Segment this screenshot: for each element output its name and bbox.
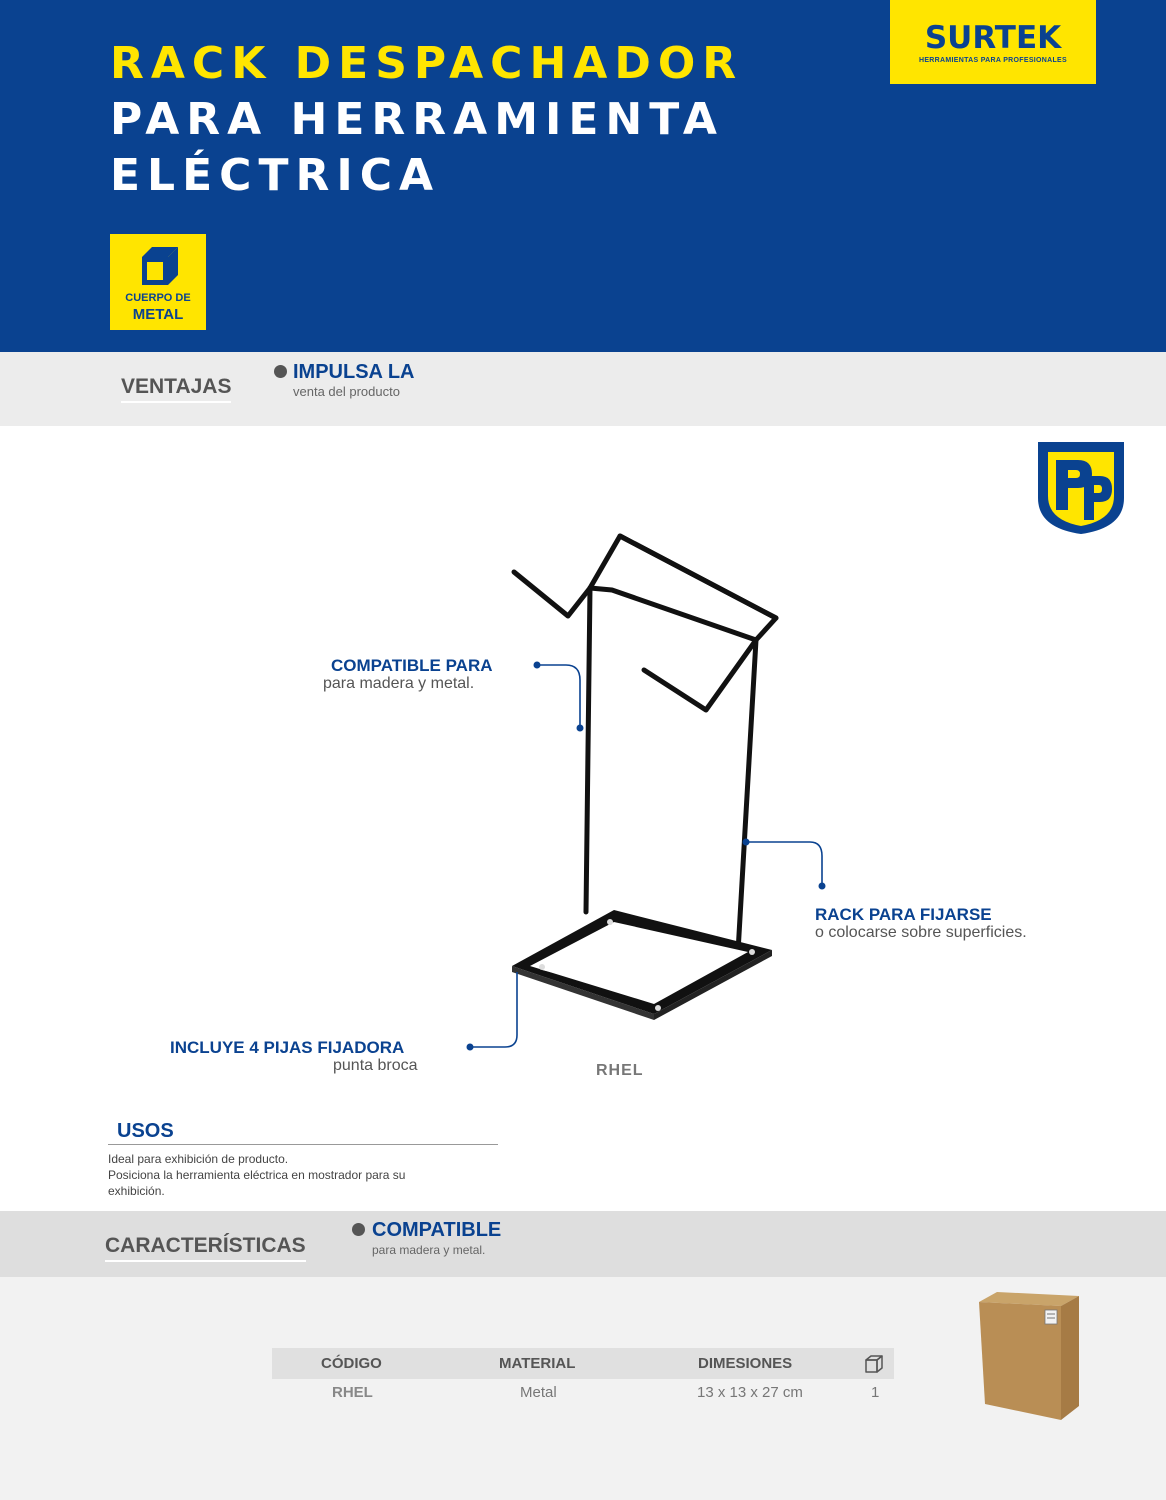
callout-pijas-title: INCLUYE 4 PIJAS FIJADORA [170, 1038, 405, 1057]
caracteristicas-subtitle: para madera y metal. [372, 1243, 486, 1257]
ventajas-subtitle: venta del producto [293, 384, 400, 399]
cell-cantidad: 1 [871, 1384, 880, 1401]
usos-text [108, 1151, 488, 1199]
usos-line-2: Posiciona la herramienta eléctrica en mostrador para su [108, 1168, 406, 1182]
badge-line-2: METAL [132, 306, 184, 323]
cell-dimensiones: 13 x 13 x 27 cm [697, 1384, 803, 1401]
title-line-3: ELÉCTRICA [110, 150, 441, 201]
brand-name: SURTEK [924, 20, 1062, 56]
ventajas-title: IMPULSA LA [293, 361, 415, 383]
usos-line-1: Ideal para exhibición de producto. [108, 1152, 289, 1166]
header-codigo: CÓDIGO [321, 1355, 382, 1372]
cell-codigo: RHEL [332, 1384, 373, 1401]
usos-title: USOS [117, 1120, 174, 1142]
caracteristicas-title: COMPATIBLE [372, 1219, 502, 1241]
callout-rack-title: RACK PARA FIJARSE [815, 905, 992, 924]
title-line-1: RACK DESPACHADOR [110, 38, 744, 89]
ventajas-label: VENTAJAS [121, 375, 232, 398]
caracteristicas-label: CARACTERÍSTICAS [105, 1234, 306, 1257]
header-dimensiones: DIMESIONES [698, 1355, 793, 1372]
badge-line-1: CUERPO DE [125, 292, 191, 304]
usos-line-3: exhibición. [108, 1184, 165, 1198]
usos-divider [108, 1144, 498, 1145]
brand-tagline: HERRAMIENTAS PARA PROFESIONALES [918, 57, 1067, 64]
title-line-2: PARA HERRAMIENTA [110, 94, 724, 145]
header-material: MATERIAL [499, 1355, 576, 1372]
bullet-dot [352, 1223, 365, 1236]
callout-rack-subtitle: o colocarse sobre superficies. [815, 924, 1027, 941]
box-icon [864, 1354, 884, 1374]
callout-compatible-subtitle: para madera y metal. [323, 675, 475, 692]
callout-pijas-subtitle: punta broca [333, 1057, 418, 1074]
cardboard-box-image [975, 1290, 1085, 1422]
cell-material: Metal [520, 1384, 557, 1401]
callout-compatible-title: COMPATIBLE PARA [331, 656, 493, 675]
product-model: RHEL [596, 1062, 644, 1079]
